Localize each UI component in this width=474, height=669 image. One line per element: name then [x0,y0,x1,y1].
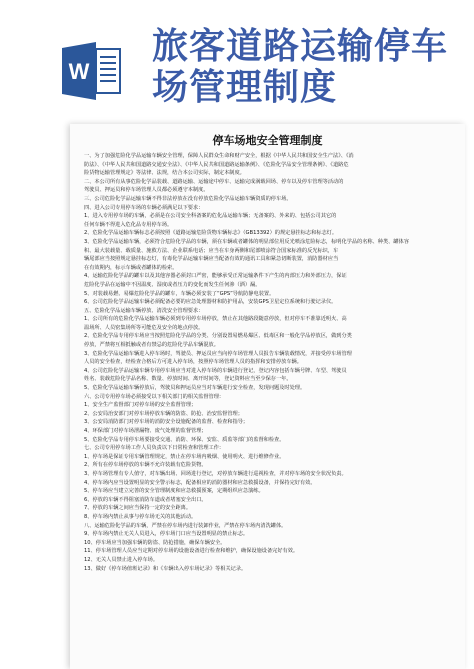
document-line: 2、所有在停车场停放的车辆不允许装载有危险货物。 [84,462,207,469]
document-line: 温场所、人员密集场所等可能危及安全的地点停放。 [84,324,204,331]
document-line: 一、为了加强危险化学品运输车辆安全管理，保障人民群众生命和财产安全，根据《中华人民共和国安全生产法》、《消 [84,153,354,159]
hero-title-line-2: 场管理制度 [152,67,338,108]
hero-banner [0,0,474,118]
document-line: 在有效期内，标示车辆或者罐体的检索。 [84,264,178,271]
document-line: 3、停车场管理有专人值守，对车辆出场、回场进行登记，对停放车辆进行巡视检查，并对停车场的安全状况负责。 [84,470,347,477]
document-line: 12、无关人员禁止进入停车场。 [84,556,159,563]
document-line: 3、危险化学品运输车辆进入停车场时，驾驶员、押运员应当向停车场管理人员报告车辆装载情况，并接受停车场管理 [84,350,352,357]
word-icon-letter: W [68,59,90,84]
document-line: 5、对装载易燃、易爆危险化学品的罐车，车辆必须安装了“GPS”导航防静电装置。 [84,290,275,297]
document-line: 二、本公司所有从事危险化学品装载、道路运输、运输途中停车、运输完成满载回场、停车以及停车管理等活动的 [84,178,344,185]
document-line: 5、危险化学品专用停车场要接受交通、消防、环保、安监、质监等部门的监督和检查。 [84,436,285,443]
document-line: 11、停车场管理人员应当定期对停车场的设施设备进行检查和维护，确保设施设备完好有效。 [84,548,299,555]
document-line: 驾驶员、押运员和停车场管理人员都必须遵守本制度。 [84,187,209,194]
document-line: 1、公司所有的危险化学品运输车辆必须到专用停车场停放，禁止在其他路段随意停放，但对停车不准靠近明火、高 [84,316,347,323]
document-line: 5、停车场应当建立完善的安全管理制度和应急救援预案，定期组织应急演练。 [84,488,264,495]
word-icon [60,40,122,102]
document-line: 姓名、装载危险化学品名称、数量、停放时间、离开时间等，登记资料应当至少保存一年。 [84,376,292,383]
document-line: 1、安全生产监督部门对停车场的安全监督管理； [84,402,197,409]
document-line: 2、危险化学品运输车辆标志必须按照《道路运输危险货物车辆标志》（GB13392）的规定悬挂标志和标志灯。 [84,230,338,237]
document-line: 10、停车场应当加强车辆的防盗、防抢措施，确保车辆安全。 [84,539,226,546]
document-line: 8、停车场内禁止从事与停车场无关的其他活动。 [84,513,197,520]
document-line: 13、做好《停车场值班记录》和《车辆出入停车场记录》等相关记录。 [84,565,247,572]
document-line: 9、停车场内禁止无关人员进入，停车场门口应当设置明显的禁止标志。 [84,531,249,538]
document-line: 2、危险化学品专用停车场应当按照危险化学品的分类、分别设置易燃易爆区、低毒区和一般化学品停放区，做到分类 [84,333,352,340]
document-line: 积、最大装载量、载质量、施救方法、企业联系电话；应当在车身两侧和尾部喷涂符合国家标准的反光标识，车 [84,247,339,254]
document-line: 停放，严禁将互相抵触或者有禁忌的危险化学品车辆混放。 [84,342,219,349]
document-page [70,124,465,669]
document-line: 任何车辆不得进入危化品专用停车场。 [84,221,173,228]
document-line: 5、危险化学品运输车辆停放后，驾驶员和押运员应当对车辆进行安全检查，发现问题及时处理。 [84,385,306,392]
document-line: 6、停放的车辆不得阻塞消防车道或者堵塞安全出口。 [84,496,207,503]
document-line: 7、停放的车辆之间应当保持一定的安全距离。 [84,505,192,512]
document-line: 八、运输危险化学品的车辆，严禁在停车场内进行装卸作业，严禁在停车场内清洗罐体。 [84,522,287,529]
document-line: 四、进入公司专用停车场的车辆必须满足以下要求： [84,204,204,211]
document-line: 4、环保部门对停车场泄漏物、废气处理的监督管理； [84,428,207,434]
document-line: 险货物运输管理规定》等法律、法规，结合本公司实际，制定本制度。 [84,170,245,177]
document-line: 1、进入专用停车场的车辆，必须是在公司安全科备案的危化品运输车辆；无备案的、外来的、包括公司其它的 [84,213,337,220]
document-line: 2、公安局治安部门对停车场停放车辆的防盗、防抢、治安监督管理； [84,410,243,417]
document-line: 五、危险化学品运输车辆停放、清洗安全管理要求： [84,307,204,314]
document-line: 辆尾部应当按照规定悬挂标志灯，有毒化学品运输车辆应当配备有效的通讯工具和紧急切断装置，消防器材应当 [84,256,339,263]
document-line: 4、运输危险化学品的罐车以及其他容器必须封口严密，能够承受正常运输条件下产生的内部压力和外部压力，保证 [84,273,347,280]
document-title: 停车场地安全管理制度 [212,134,323,147]
document-line: 3、危险化学品运输车辆，必须符合危险化学品的车辆，须在车辆或者罐体的明显部位用反光喷涂危险标志，标明化学品的名称、种类、罐体容 [84,238,409,245]
document-line: 3、公安局消防部门对停车场的消防安全设施配备的监督、检查和指导； [84,419,249,426]
document-body [84,152,454,573]
document-line: 6、公司危险化学品运输车辆必须配备必要的应急处理器材和防护用品，安装GPS卫星定位系统和行驶记录仪。 [84,299,337,306]
document-line: 人员的安全检查，经检查合格后方可进入停车场，按照停车场管理人员的指挥和安排停放车辆。 [84,359,302,366]
document-line: 4、公司危险化学品运输车辆专用停车场应当对进入停车场的车辆进行登记，登记内容包括车辆号牌、车型、驾驶员 [84,367,347,374]
document-line: 4、停车场内应当设置明显的安全警示标志，配备相应的消防器材和应急救援设备，并保持完好有效。 [84,479,316,486]
hero-title-line-1: 旅客道路运输停车 [152,26,449,67]
document-line: 三、公司危险化学品运输车辆不得非法停放在没有停放危险化学品运输车辆资质的停车场。 [84,195,292,202]
document-line: 七、公司专用停车场工作人员负责以下日常检查和管理工作： [84,445,225,452]
document-line: 防法》、《中华人民共和国道路交通安全法》、《中华人民共和国道路运输条例》、《危险化学品安全管理条例》、《道路危 [84,161,349,168]
document-line: 危险化学品在运输中不因温度、湿度或者压力的变化而发生任何渗（洒）漏。 [84,281,261,288]
document-line: 六、公司专用停车场必须接受以下相关部门的相关监督管理： [84,393,225,400]
document-line: 1、停车场是保证专用车辆管理规定，禁止在停车场内吸烟、使用明火、进行维修作业。 [84,453,285,460]
